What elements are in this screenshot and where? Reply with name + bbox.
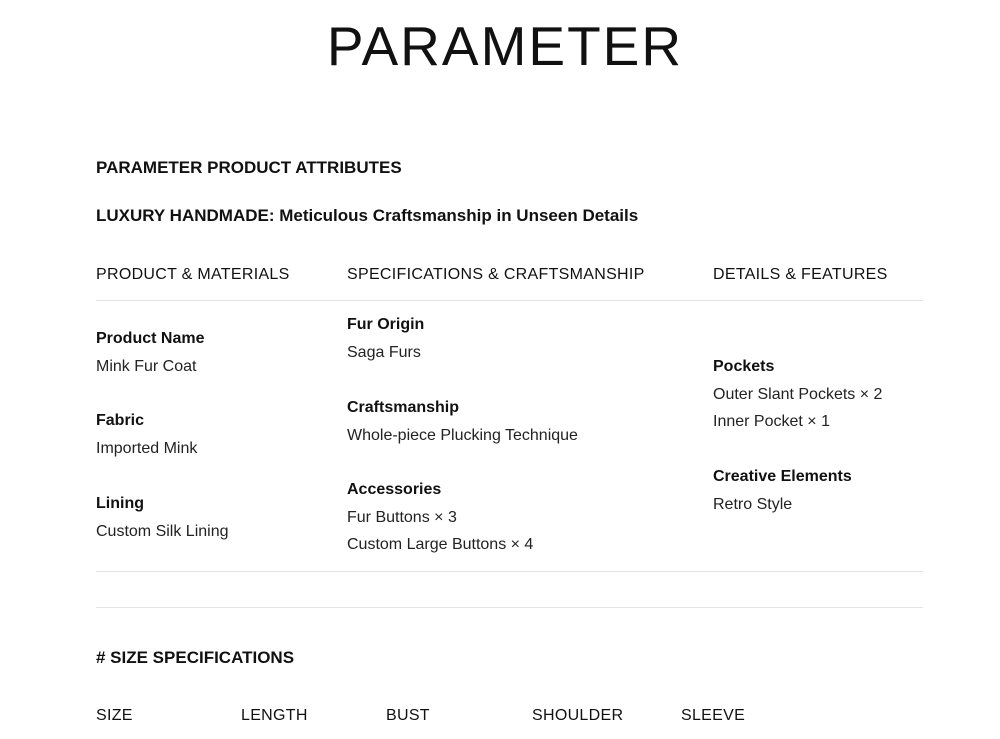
- size-column-length: LENGTH: [241, 707, 308, 724]
- attribute-craftsmanship: [347, 398, 578, 446]
- attribute-value: Outer Slant Pockets × 2: [713, 386, 883, 403]
- attribute-value: Mink Fur Coat: [96, 358, 197, 375]
- attribute-fabric: [96, 411, 197, 459]
- section-divider: [96, 607, 923, 608]
- header-divider: [96, 300, 923, 301]
- attribute-value: Custom Silk Lining: [96, 523, 229, 540]
- attribute-lining: [96, 494, 229, 542]
- attribute-creative-elements: [713, 467, 852, 515]
- size-column-size: SIZE: [96, 707, 133, 724]
- attribute-label: Craftsmanship: [347, 399, 460, 416]
- attribute-label: Product Name: [96, 330, 205, 347]
- attribute-value: Retro Style: [713, 496, 793, 513]
- size-column-shoulder: SHOULDER: [532, 707, 624, 724]
- column-header-details: DETAILS & FEATURES: [713, 266, 888, 283]
- column-header-product-materials: PRODUCT & MATERIALS: [96, 266, 290, 283]
- attribute-label: Fabric: [96, 412, 145, 429]
- attribute-value: Saga Furs: [347, 344, 421, 361]
- page-title: PARAMETER: [326, 15, 684, 77]
- size-column-sleeve: SLEEVE: [681, 707, 746, 724]
- attribute-value: Imported Mink: [96, 440, 198, 457]
- attribute-label: Fur Origin: [347, 316, 425, 333]
- attribute-label: Creative Elements: [713, 468, 852, 485]
- size-heading: # SIZE SPECIFICATIONS: [96, 648, 295, 667]
- attribute-fur-origin: [347, 315, 424, 363]
- attribute-accessories: [347, 480, 533, 555]
- table-bottom-divider: [96, 571, 923, 572]
- attribute-label: Pockets: [713, 358, 775, 375]
- attribute-value: Custom Large Buttons × 4: [347, 536, 534, 553]
- attribute-label: Accessories: [347, 481, 442, 498]
- attribute-value: Whole-piece Plucking Technique: [347, 427, 578, 444]
- attribute-label: Lining: [96, 495, 144, 512]
- attributes-heading: PARAMETER PRODUCT ATTRIBUTES: [96, 158, 402, 177]
- attribute-product-name: [96, 329, 204, 377]
- tagline: LUXURY HANDMADE: Meticulous Craftsmanship in Unseen Details: [96, 206, 639, 225]
- size-column-bust: BUST: [386, 707, 430, 724]
- attribute-value: Inner Pocket × 1: [713, 413, 830, 430]
- attribute-value: Fur Buttons × 3: [347, 509, 457, 526]
- column-header-specifications: SPECIFICATIONS & CRAFTSMANSHIP: [347, 266, 645, 283]
- attribute-pockets: [713, 357, 882, 432]
